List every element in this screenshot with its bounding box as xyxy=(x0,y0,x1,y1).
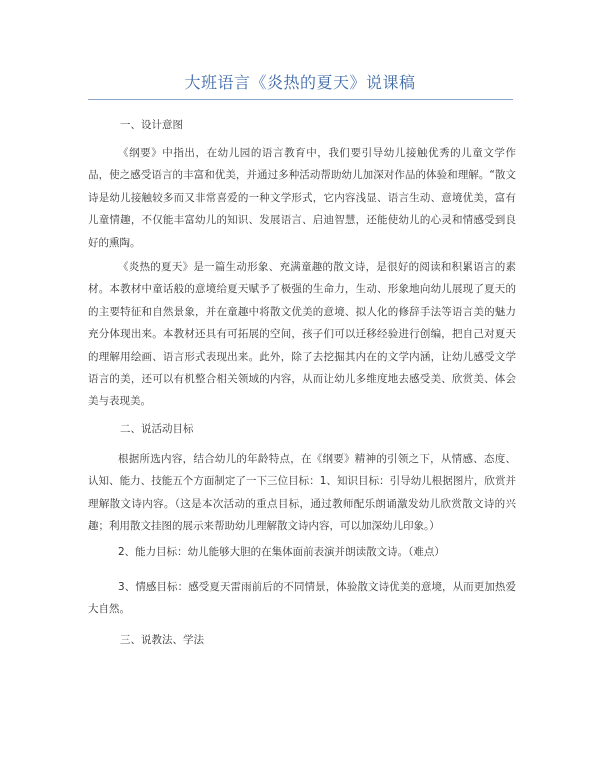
title-divider xyxy=(88,99,513,100)
section-heading-design-intent: 一、设计意图 xyxy=(120,119,183,131)
paragraph-design-intent-2: 《炎热的夏天》是一篇生动形象、充满童趣的散文诗，是很好的阅读和积累语言的素材。本教材中童话般的意境给夏天赋予了极强的生命力，生动、形象地向幼儿展现了夏天的的主要特征和自然景象，并在童趣中将散文优美的意境、拟人化的修辞手法等语言美的魅力充分体现出来。本教材还具有可拓展的空间，孩子们可以迁移经验进行创编，把自己对夏天的理解用绘画、语言形式表现出来。此外，除了去挖掘其内在的文学内涵，让幼儿感受文学语言的美，还可以有机整合相关领域的内容，从而让幼儿多维度地去感受美、欣赏美、体会美与表现美。 xyxy=(88,261,516,408)
document-title: 大班语言《炎热的夏天》说课稿 xyxy=(184,73,416,92)
paragraph-goal-emotion: 3、情感目标：感受夏天雷雨前后的不同情景，体验散文诗优美的意境，从而更加热爱大自然。 xyxy=(88,581,516,616)
paragraph-design-intent-1: 《纲要》中指出，在幼儿园的语言教育中，我们要引导幼儿接触优秀的儿童文学作品，使之感受语言的丰富和优美，并通过多种活动帮助幼儿加深对作品的体验和理解。“散文诗是幼儿接触较多而又非常喜爱的一种文学形式，它内容浅显、语言生动、意境优美，富有儿童情趣，不仅能丰富幼儿的知识、发展语言、启迪智慧，还能使幼儿的心灵和情感受到良好的熏陶。 xyxy=(88,147,516,249)
section-heading-activity-goals: 二、说活动目标 xyxy=(120,423,194,435)
paragraph-goal-knowledge: 根据所选内容，结合幼儿的年龄特点，在《纲要》精神的引领之下，从情感、态度、认知、能力、技能五个方面制定了一下三位目标：1、知识目标：引导幼儿根据图片，欣赏并理解散文诗内容。（这是本次活动的重点目标，通过教师配乐朗诵激发幼儿欣赏散文诗的兴趣；利用散文挂图的展示来帮助幼儿理解散文诗内容，可以加深幼儿印象。） xyxy=(88,453,516,533)
section-heading-teaching-methods: 三、说教法、学法 xyxy=(120,634,204,646)
paragraph-goal-ability: 2、能力目标：幼儿能够大胆的在集体面前表演并朗读散文诗。（难点） xyxy=(118,546,445,558)
